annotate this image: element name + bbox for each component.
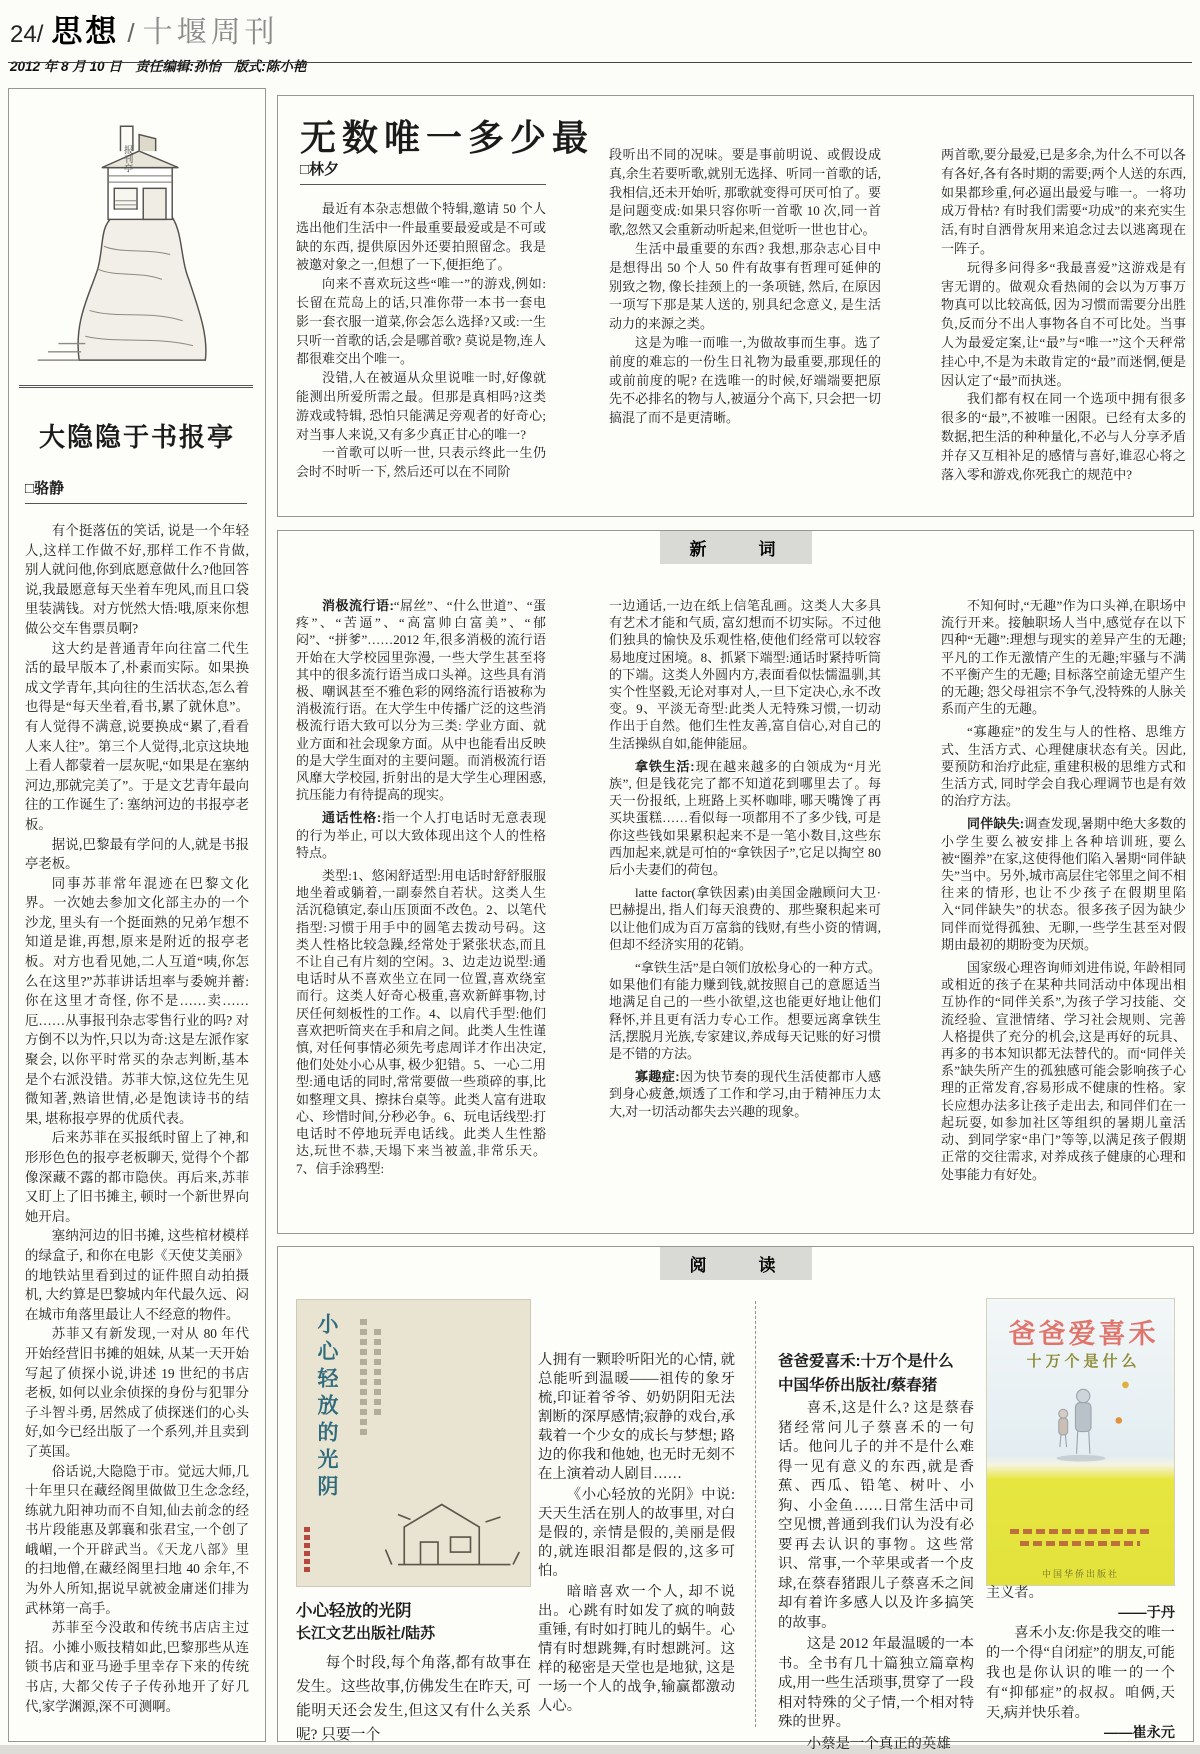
left-article-title: 大隐隐于书报亭	[9, 417, 265, 454]
glossary-entry	[609, 959, 881, 1062]
paragraph: 我们都有权在同一个选项中拥有很多很多的“最”,不被唯一困限。已经有太多的数据,把生活的种种量化,不必与人分享矛盾并存又互相补足的感情与喜好,谁忍心将之落入零和游戏,你死我亡的规范中?	[941, 390, 1186, 484]
glossary-entry	[296, 597, 546, 803]
glossary-entry	[296, 867, 546, 1177]
cover-decorative-text	[374, 1329, 381, 1419]
glossary-entry	[609, 1068, 881, 1120]
paragraph: 这是为唯一而唯一,为做故事而生事。选了前度的难忘的一份生日礼物为最重要,那现任的或前前度的呢? 在选唯一的时候,好端端要把原先不必排名的物与人,被逼分个高下, 只会把一切搞混了而不是更清晰。	[609, 334, 881, 428]
paragraph: 暗暗喜欢一个人, 却不说出。心跳有时如发了疯的响鼓重锤, 有时如打盹儿的蜗牛。心情有时想跳舞,有时想跳河。这样的秘密是天堂也是地狱, 这是一场一个人的战争,输赢都激动人心。	[538, 1583, 735, 1716]
illustration-sign-text: 报刊亭	[122, 144, 134, 173]
left-byline-rule	[25, 503, 247, 504]
main-article-column-2	[609, 146, 881, 504]
paragraph: 段听出不同的况味。要是事前明说、或假设成真,余生若要听歌,就别无选择、听同一首歌的话,我相信,还未开始听, 那歌就变得可厌可怕了。要是问题变成:如果只容你听一首歌 10 次,同一首歌,忽然又会重新动听起来,但觉听一世也甘心。	[609, 146, 881, 240]
entry-text: 调查发现,暑期中绝大多数的小学生要么被安排上各种培训班, 要么被“圈养”在家,这使得他们陷入暑期“同伴缺失”当中。另外,城市高层住宅邻里之间不相往来的情形, 也让不少孩子在假期里陷入“同伴缺失”的状态。很多孩子因为缺少同伴而觉得孤独、无聊,一些学生甚至对假期由最初的期盼变为厌烦。	[941, 816, 1186, 951]
glossary-entry	[609, 884, 881, 953]
paragraph: 塞纳河边的旧书摊, 这些棺材模样的绿盒子, 和你在电影《天使艾美丽》的地铁站里看到过的证件照自动拍摄机, 大约算是巴黎城内年代最久远、闷在城市角落里最让人不经意的物件。	[25, 1226, 249, 1324]
entry-text: 因为快节奏的现代生活使都市人感到身心疲惫,烦透了工作和学习,由于精神压力太大,对一切活动都失去兴趣的现象。	[609, 1069, 881, 1118]
book1-review-start	[296, 1651, 531, 1735]
main-article-column-3	[941, 146, 1186, 504]
paragraph: 苏菲又有新发现,一对从 80 年代开始经营旧书摊的姐妹, 从某一天开始写起了侦探小说,讲述 19 世纪的书店老板, 如何以业余侦探的身份与犯罪分子斗智斗勇, 居然成了侦探迷们的心头好,如今已经出版了一个系列,并且卖到了英国。	[25, 1324, 249, 1461]
paragraph: 后来苏菲在买报纸时留上了神,和形形色色的报亭老板聊天, 觉得个个都像深藏不露的都市隐侠。再后来,苏菲又盯上了旧书摊主, 顿时一个新世界向她开启。	[25, 1128, 249, 1226]
book1-caption	[296, 1599, 531, 1645]
page-number: 24/	[10, 21, 43, 49]
reading-box	[277, 1246, 1194, 1742]
column-divider-dashed	[755, 1301, 756, 1727]
paragraph: 每个时段,每个角落,都有故事在发生。这些故事,仿佛发生在昨天, 可能明天还会发生,但这又有什么关系呢? 只要一个	[296, 1651, 531, 1747]
left-article-body	[25, 521, 249, 1725]
entry-term: 消极流行语:	[322, 598, 394, 613]
house-sketch	[373, 1477, 523, 1577]
entry-text: latte factor(拿铁因素)由美国金融顾问大卫·巴赫提出, 指人们每天浪费的、那些聚积起来可以让他们成为百万富翁的钱财,有些小资的情调,但却不经济实用的花销。	[609, 885, 881, 952]
cover-seal-mark	[304, 1527, 310, 1573]
left-article-box	[8, 88, 266, 1742]
paragraph: 小蔡是一个真正的英雄	[778, 1735, 974, 1754]
paragraph: 据说,巴黎最有学问的人,就是书报亭老板。	[25, 835, 249, 874]
entry-text: 国家级心理咨询师刘进伟说, 年龄相同或相近的孩子在某种共同活动中体现出相互协作的“同伴关系”,为孩子学习技能、交流经验、宣泄情绪、学习社会规则、完善人格提供了充分的机会,这是再好的玩具、再多的书本知识都无法替代的。而“同伴关系”缺失所产生的孤独感可能会影响孩子心理的正常发育,容易形成不健康的性格。家长应想办法多让孩子走出去, 和同伴们在一起玩耍, 如参加社区等组织的暑期儿童活动、到同学家“串门”等等,以满足孩子假期正常的交往需求, 对养成孩子健康的心理和处事能力有好处。	[941, 960, 1186, 1181]
entry-text: “寡趣症”的发生与人的性格、思维方式、生活方式、心理健康状态有关。因此,要预防和治疗此症, 重建积极的思维方式和生活方式, 同时学会自我心理调节也是有效的治疗方法。	[941, 724, 1186, 808]
main-article-box	[277, 95, 1194, 517]
entry-text: 类型:1、悠闲舒适型:用电话时舒舒服服地坐着或躺着,一副泰然自若状。这类人生活沉稳镇定,泰山压顶面不改色。2、以笔代指型:习惯于用手中的圆笔去拨动号码。这类人性格比较急躁,经常处于紧张状态,而且不让自己有片刻的空闲。3、边走边说型:通电话时从不喜欢坐立在同一位置,喜欢绕室而行。这类人好奇心极重,喜欢新鲜事物,讨厌任何刻板性的工作。4、以肩代手型:他们喜欢把听筒夹在手和肩之间。此类人生性谨慎, 对任何事情必须先考虑周详才作出决定, 他们处处小心从事, 极少犯错。5、一心二用型:通电话的同时,常常要做一些琐碎的事,比如整理文具、擦抹台桌等。此类人富有进取心、珍惜时间,分秒必争。6、玩电话线型:打电话时不停地玩弄电话线。此类人生性豁达,玩世不恭,天塌下来当被盖,非常乐天。7、信手涂鸦型:	[296, 868, 546, 1175]
signature-yudan: ——于丹	[986, 1603, 1175, 1623]
entry-text: 现在越来越多的白领成为“月光族”, 但是钱花完了都不知道花到哪里去了。每天一份报纸, 上班路上买杯咖啡, 哪天嘴馋了再买块蛋糕……看似每一项都用不了多少钱, 可是你这些钱如果累积起来不是一笔小数目,这些东西加起来,就是可怕的“拿铁因子”,它足以掏空 80 后小夫妻们的荷包。	[609, 759, 881, 877]
left-divider-rule	[19, 385, 253, 388]
new-words-box	[277, 530, 1194, 1234]
entry-term: 同伴缺失:	[967, 816, 1024, 831]
glossary-entry	[609, 758, 881, 878]
glossary-entry	[941, 815, 1186, 953]
page-header	[10, 6, 1192, 75]
cover-decorative-text	[360, 1319, 367, 1439]
paragraph: 喜禾小友:你是我交的唯一的一个得“自闭症”的朋友,可能我也是你认识的唯一的一个有“抑郁症”的叔叔。咱俩,天天,病并快乐着。	[986, 1623, 1175, 1723]
book-cover-subtitle: 十万个是什么	[996, 1350, 1171, 1371]
new-words-label: 新 词	[660, 531, 812, 564]
left-article-author: □骆静	[25, 477, 64, 498]
reading-column-4	[986, 1583, 1175, 1735]
paragraph: 同事苏菲常年混迹在巴黎文化界。一次她去参加文化部主办的一个沙龙, 里头有一个挺面熟的兄弟乍想不知道是谁,再想,原来是附近的报亭老板。对方也看见她,二人互道“咦,你怎么在这里?”苏菲讲话坦率与委婉并蓄: 你在这里才奇怪, 你不是……卖……厄……从事报刊杂志零售行业的吗? 对方倒不以为忤,只以为奇:这是左派作家聚会, 以你平时常买的杂志判断,基本是个右派没错。苏菲大惊,这位先生见微知著,熟谙世情,必是饱读诗书的结果, 堪称报亭界的优质代表。	[25, 874, 249, 1129]
book1-publisher: 长江文艺出版社/陆苏	[296, 1623, 531, 1645]
new-words-column-3	[941, 597, 1186, 1219]
book-cover-baba	[986, 1298, 1175, 1586]
paragraph: 有个挺落伍的笑话, 说是一个年轻人,这样工作做不好,那样工作不肯做,别人就问他,你到底愿意做什么?他回答说,我最愿意每天坐着车兜风,而且口袋里装满钱。对方恍然大悟:哦,原来你想做公交车售票员啊?	[25, 521, 249, 639]
cover-publisher-text: 中国华侨出版社	[986, 1567, 1175, 1580]
reading-column-3	[778, 1351, 974, 1729]
glossary-entry	[941, 597, 1186, 717]
main-article-author: □林夕	[300, 158, 339, 179]
entry-text: “屌丝”、“什么世道”、“蛋疼”、“苦逼”、“高富帅白富美”、“郁闷”、“拼爹”……2012 年,很多消极的流行语开始在大学校园里弥漫, 一些大学生甚至将其中的很多流行语当成口头禅。这些具有消极、嘲讽甚至不雅色彩的网络流行语被称为消极流行语。在大学生中传播广泛的这些消极流行语大致可以分为三类: 学业方面、就业方面和社会现象方面。从中也能看出反映的是大学生面对的主要问题。而消极流行语风靡大学校园, 折射出的是大学生心理困惑,抗压能力有待提高的现实。	[296, 598, 546, 802]
entry-text: 一边通话,一边在纸上信笔乱画。这类人大多具有艺术才能和气质, 富幻想而不切实际。不过他们独具的愉快及乐观性格,使他们经常可以较容易地度过困境。8、抓紧下端型:通话时紧持听筒的下端。这类人外圆内方,表面看似怯懦温驯,其实个性坚毅,无论对事对人,一旦下定决心,永不改变。9、平淡无奇型:此类人无特殊习惯,一切动作出于自然。他们生性友善,富自信心,对自己的生活操纵自如,能伸能屈。	[609, 598, 881, 751]
paragraph: 生活中最重要的东西? 我想,那杂志心目中是想得出 50 个人 50 件有故事有哲理可延伸的别致之物, 像长挂颈上的一条项链, 然后, 在原因一项写下那是某人送的, 别具纪念意义, 是生活动力的来源之类。	[609, 240, 881, 334]
glossary-entry	[296, 809, 546, 861]
entry-text: “拿铁生活”是白领们放松身心的一种方式。如果他们有能力赚到钱,就按照自己的意愿适当地满足自己的一些小欲望,这也能更好地让他们释怀,并且更有活力专心工作。想要远离拿铁生活,摆脱月光族,专家建议,养成每天记账的好习惯是不错的方法。	[609, 960, 881, 1061]
paragraph: 喜禾,这是什么? 这是蔡春猪经常问儿子蔡喜禾的一句话。他问儿子的并不是什么难得一见有意义的东西,就是香蕉、西瓜、铅笔、树叶、小狗、小金鱼……日常生活中司空见惯,普通到我们认为没有必要再去认识的事物。这些常识、常事,一个苹果或者一个皮球,在蔡春猪跟儿子蔡喜禾之间却有着许多感人以及许多搞笑的故事。	[778, 1399, 974, 1633]
new-words-column-1	[296, 597, 546, 1219]
book2-title: 爸爸爱喜禾:十万个是什么	[778, 1351, 974, 1373]
paragraph: 这大约是普通青年向往富二代生活的最早版本了,朴素而实际。如果换成文学青年,其向往的生活状态,怎么着也得是“每天坐着,看书,累了就休息”。有人觉得不满意,说要换成“累了,看看人来人往”。第三个人觉得,北京这块地上看人都蒙着一层灰呢,“如果是在塞纳河边,那就完美了”。于是文艺青年最向往的工作诞生了: 塞纳河边的书报亭老板。	[25, 639, 249, 835]
section-title: 思想	[51, 6, 119, 51]
main-byline-rule	[300, 184, 546, 185]
entry-term: 通话性格:	[322, 810, 381, 825]
signature-cuiyongyuan: ——崔永元	[986, 1723, 1175, 1743]
newspaper-name: 十堰周刊	[143, 7, 279, 51]
dateline: 2012 年 8 月 10 日 责任编辑:孙怡 版式:陈小艳	[10, 55, 1192, 75]
glossary-entry	[941, 959, 1186, 1183]
reading-column-2	[538, 1351, 735, 1729]
paragraph: 苏菲至今没敢和传统书店店主过招。小摊小贩技精如此,巴黎那些从连锁书店和亚马逊手里幸存下来的传统书店, 大都父传子子传孙地开了好几代,家学渊源,深不可测啊。	[25, 1618, 249, 1716]
entry-term: 拿铁生活:	[635, 759, 695, 774]
paragraph: 玩得多问得多“我最喜爱”这游戏是有害无谓的。做观众看热闹的会以为万事万物真可以比较高低, 因为习惯而需要分出胜负,反而分不出人事物各自不可比处。当事人为最爱定案,让“最”与“唯一”这个天秤常挂心中,不是为未敢肯定的“最”而迷惘,便是因认定了“最”而执迷。	[941, 259, 1186, 391]
father-child-figures	[1016, 1376, 1146, 1476]
book-cover-title: 爸爸爱喜禾	[996, 1312, 1171, 1351]
cover-recommendation-text	[1010, 1529, 1150, 1534]
paragraph: 人拥有一颗聆听阳光的心情, 就总能听到温暖——祖传的象牙梳,印证着爷爷、奶奶阴阳无法割断的深厚感情;寂静的戏台,承载着一个少女的成长与梦想; 路边的你我和他她, 也无时无刻不在上演着动人剧目……	[538, 1351, 735, 1484]
book-cover-title: 小心轻放的光阴	[312, 1313, 342, 1502]
entry-term: 寡趣症:	[635, 1069, 680, 1084]
main-article-title: 无数唯一多少最	[300, 110, 594, 161]
header-rule	[8, 62, 1192, 63]
paragraph: 最近有本杂志想做个特辑,邀请 50 个人选出他们生活中一件最重要最爱或是不可或缺的东西, 提供原因外还要拍照留念。我是被邀对象之一,但想了一下,便拒绝了。	[296, 200, 546, 275]
cover-recommendation-text	[1020, 1541, 1140, 1546]
paragraph: 两首歌,要分最爱,已是多余,为什么不可以各有各好,各有各时期的需要;两个人送的东西,如果都珍重,何必逼出最爱与唯一。一将功成万骨枯? 有时我们需要“功成”的来充实生活,有时自洒骨灰用来追念过去以逃离现在一阵子。	[941, 146, 1186, 259]
new-words-column-2	[609, 597, 881, 1219]
paragraph: 没错,人在被逼从众里说唯一时,好像就能测出所爱所需之最。但那是真相吗?这类游戏或特辑, 恐怕只能满足旁观者的好奇心;对当事人来说,又有多少真正甘心的唯一?	[296, 369, 546, 444]
glossary-entry	[941, 723, 1186, 809]
header-separator: /	[127, 18, 134, 49]
newsstand-illustration	[17, 95, 255, 381]
paragraph: 主义者。	[986, 1583, 1175, 1603]
entry-text: 指一个人打电话时无意表现的行为举止, 可以大致体现出这个人的性格特点。	[296, 810, 546, 859]
paragraph: 一首歌可以听一世, 只表示终此一生仍会时不时听一下, 然后还可以在不同阶	[296, 444, 546, 482]
paragraph: 这是 2012 年最温暖的一本书。全书有几十篇独立篇章构成,用一些生活琐事,贯穿了一段相对特殊的父子情,一个相对特殊的世界。	[778, 1635, 974, 1733]
paragraph: 《小心轻放的光阴》中说: 天天生活在别人的故事里, 对白是假的, 亲情是假的,美丽是假的,就连眼泪都是假的,这多可怕。	[538, 1486, 735, 1581]
book-cover-xiaoxin	[296, 1299, 531, 1587]
reading-label: 阅 读	[660, 1247, 812, 1280]
book2-publisher: 中国华侨出版社/蔡春猪	[778, 1375, 974, 1397]
paragraph: 俗话说,大隐隐于市。觉远大师,几十年里只在藏经阁里做做卫生念念经,练就九阳神功而不自知,仙去前念的经书片段能惠及郭襄和张君宝,一个创了峨嵋,一个开辟武当。《天龙八部》里的扫地僧,在藏经阁里扫地 40 余年,不为外人所知,据说早就被金庸迷们排为武林第一高手。	[25, 1462, 249, 1619]
glossary-entry	[609, 597, 881, 752]
book1-title: 小心轻放的光阴	[296, 1599, 531, 1623]
paragraph: 向来不喜欢玩这些“唯一”的游戏,例如:长留在荒岛上的话,只准你带一本书一套电影一套衣服一道菜,你会怎么选择?又或:一生只听一首歌的话,会是哪首歌? 莫说是物,连人都很难交出个唯一。	[296, 275, 546, 369]
main-article-column-1	[296, 200, 546, 502]
entry-text: 不知何时,“无趣”作为口头禅,在职场中流行开来。接触职场人当中,感觉存在以下四种“无趣”:理想与现实的差异产生的无趣;平凡的工作无激情产生的无趣;牢骚与不满不平衡产生的无趣; 目标落空前途无望产生的无趣; 怨父母祖宗不争气,没特殊的人脉关系而产生的无趣。	[941, 598, 1186, 716]
